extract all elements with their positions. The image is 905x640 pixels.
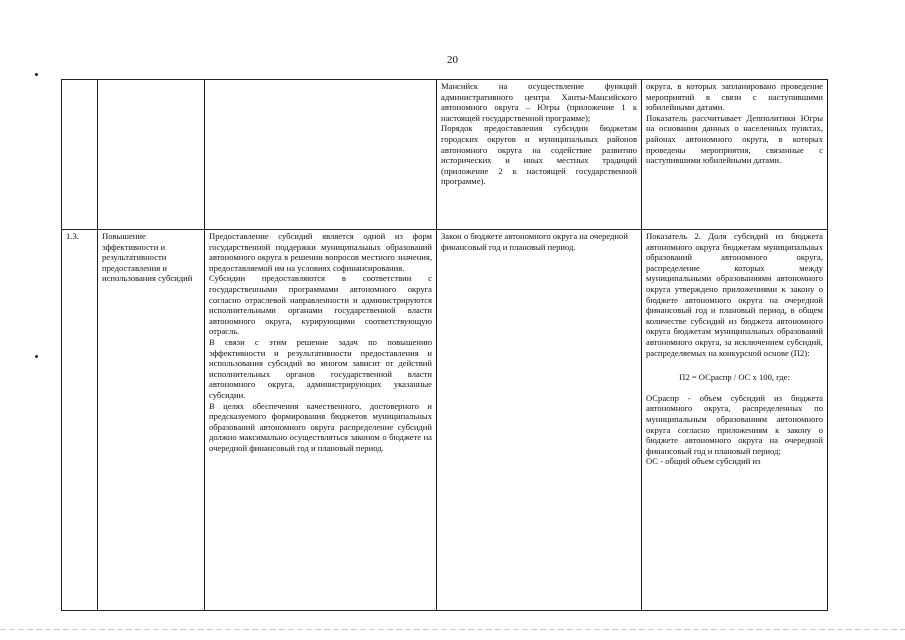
row-number-cell: 1.3. [62, 230, 98, 611]
description-paragraph: В связи с этим решение задач по повышению эффективности и результативности предоставления и использования субсидий во многом зависит от действий исполнительных органов государственной власти автономного округа, администрирующих указанные субсидии. [209, 336, 432, 400]
description-paragraph: В целях обеспечения качественного, достоверного и предсказуемого формирования бюджетов муниципальных образований автономного округа распределение субсидий должно максимально осуществляться законом о бюджете на очередной финансовый год и плановый период. [209, 400, 432, 453]
description-cell [205, 230, 437, 611]
page-number: 20 [447, 54, 458, 66]
row-number-cell [62, 80, 98, 230]
program-table [61, 79, 828, 611]
task-name: Повышение эффективности и результативности предоставления и использования субсидий [102, 231, 193, 284]
legal-basis-paragraph: Мансийск на осуществление функций административного центра Ханты-Мансийского автономного округа – Югры (приложение 1 к настоящей государственной программе); [441, 81, 637, 123]
indicator-definition: ОСраспр - объем субсидий из бюджета автономного округа, распределенных по муниципальным образованиям автономного округа согласно приложениям к закону о бюджете автономного округа на очередной финансовый год и плановый период; [646, 392, 823, 456]
description-paragraph: Предоставление субсидий является одной из форм государственной поддержки муниципальных образований автономного округа в решении вопросов местного значения, предоставляемой им на условиях софинансирования. [209, 231, 432, 273]
table-row [62, 230, 828, 611]
indicator-definition: ОС - общий объем субсидий из [646, 456, 761, 467]
description-paragraph: Субсидии предоставляются в соответствии с государственными программами автономного округа согласно отраслевой направленности и администрируются исполнительными органами государственной власти автономного округа, курирующими соответствующую отрасль. [209, 273, 432, 337]
task-name-cell [98, 80, 205, 230]
indicator-formula: П2 = ОСраспр / ОС х 100, где: [679, 372, 790, 383]
indicator-intro: Показатель 2. Доля субсидий из бюджета автономного округа бюджетам муниципальных образований автономного округа, распределение которых между муниципальными образованиями автономного округа утверждено приложениями к закону о бюджете автономного округа на очередной финансовый год и плановый период, в общем количестве субсидий из бюджета автономного округа бюджетам муниципальных образований автономного округа, за исключением субсидий, распределяемых на конкурсной основе (П2): [646, 231, 823, 358]
scan-bottom-edge [0, 629, 905, 630]
indicator-paragraph: Показатель рассчитывает Депполитики Югры на основании данных о населенных пунктах, районах автономного округа, в которых проведены мероприятия, связанные с наступившими юбилейными датами. [646, 112, 823, 166]
legal-basis-cell [437, 80, 642, 230]
legal-basis-cell [437, 230, 642, 611]
margin-dot-middle [35, 355, 38, 358]
description-cell [205, 80, 437, 230]
margin-dot-top [35, 73, 38, 76]
task-name-cell [98, 230, 205, 611]
indicator-cell [642, 230, 828, 611]
table-row [62, 80, 828, 230]
legal-basis-paragraph: Порядок предоставления субсидии бюджетам городских округов и муниципальных районов автономного округа на содействие развитию исторических и иных местных традиций (приложение 2 к настоящей государственной программе). [441, 123, 637, 187]
legal-basis-paragraph: Закон о бюджете автономного округа на очередной финансовый год и плановый период. [441, 231, 628, 252]
indicator-cell [642, 80, 828, 230]
indicator-paragraph: округа, в которых запланировано проведение мероприятий в связи с наступившими юбилейными датами. [646, 81, 823, 113]
